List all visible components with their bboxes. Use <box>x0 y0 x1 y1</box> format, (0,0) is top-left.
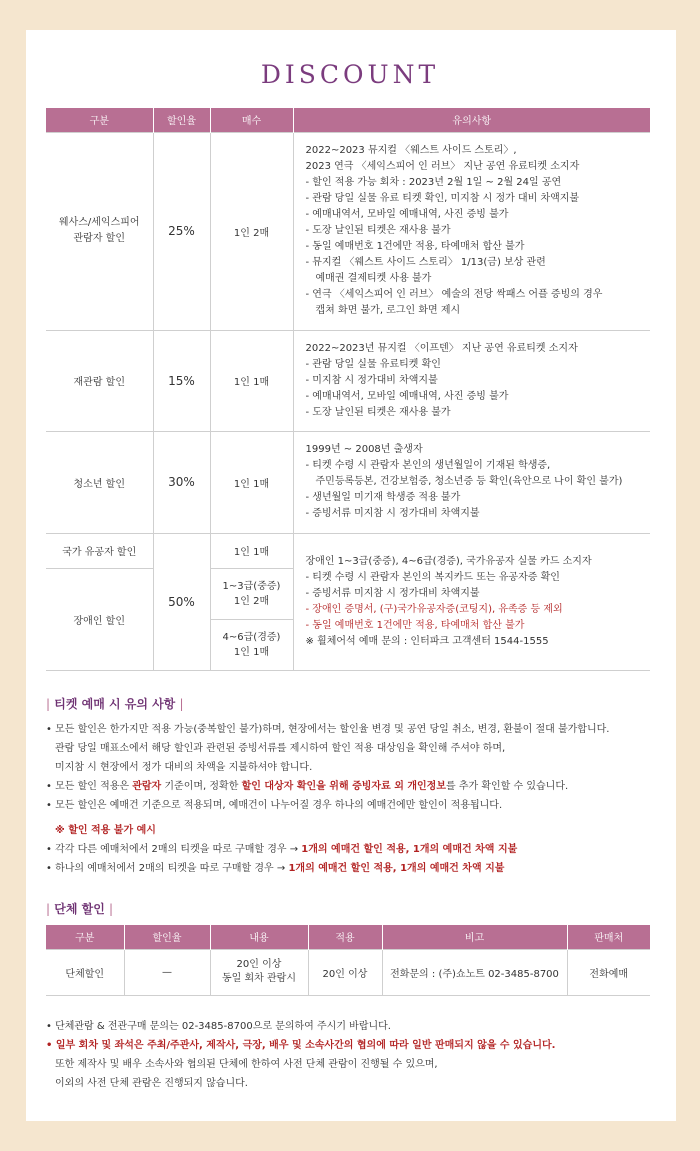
row-qty: 1인 1매 <box>210 431 293 533</box>
text: 를 추가 확인할 수 있습니다. <box>446 781 569 792</box>
row-qty: 1인 2매 <box>210 132 293 330</box>
example-title: ※ 할인 적용 불가 예시 <box>55 825 156 836</box>
note-line: - 증빙서류 미지참 시 정가대비 차액지불 <box>305 587 480 599</box>
table-row <box>46 132 650 330</box>
list-item: 관람 당일 매표소에서 해당 할인과 관련된 증빙서류를 제시하여 할인 적용 대상임을 확인해 주셔야 하며, <box>55 743 506 754</box>
header-rate: 할인율 <box>124 925 210 949</box>
header-category: 구분 <box>46 108 153 132</box>
header-remark: 비고 <box>382 925 567 949</box>
group-heading: | 단체 할인 | <box>46 902 114 916</box>
group-cell: 20인 이상 <box>308 949 382 995</box>
list-item: 미지참 시 현장에서 정가 대비의 차액을 지불하셔야 합니다. <box>55 762 313 773</box>
row-notes <box>293 132 650 330</box>
note-line: - 할인 적용 가능 회차 : 2023년 2월 1일 ~ 2월 24일 공연 <box>305 177 562 188</box>
group-heading-text: 단체 할인 <box>54 902 105 916</box>
list-item: • 모든 할인은 한가지만 적용 가능(중복할인 불가)하며, 현장에서는 할인율 변경 및 공연 당일 취소, 변경, 환불이 절대 불가합니다. <box>46 724 610 735</box>
group-notes <box>46 1017 555 1093</box>
note-line: - 동일 예매번호 1건에만 적용, 타예매처 합산 불가 <box>305 619 525 631</box>
note-line: - 증빙서류 미지참 시 정가대비 차액지불 <box>305 508 480 519</box>
note-line: 장애인 1~3급(중증), 4~6급(경증), 국가유공자 실물 카드 소지자 <box>305 555 592 567</box>
row-notes <box>293 533 650 670</box>
table-row <box>46 330 650 431</box>
header-category: 구분 <box>46 925 124 949</box>
highlight: 관람자 <box>132 781 162 792</box>
list-item: 이외의 사전 단체 관람은 진행되지 않습니다. <box>55 1078 248 1089</box>
note-line: - 미지참 시 정가대비 차액지불 <box>305 374 438 386</box>
example-list <box>46 821 517 878</box>
row-rate: 50% <box>153 533 210 670</box>
note-line: 2022~2023 뮤지컬 〈웨스트 사이드 스토리〉, <box>305 145 517 156</box>
note-line: - 장애인 증명서, (구)국가유공자증(코팅지), 유족증 등 제외 <box>305 603 563 615</box>
header-apply: 적용 <box>308 925 382 949</box>
row-category: 웨사스/세익스피어 관람자 할인 <box>46 132 153 330</box>
row-category: 국가 유공자 할인 <box>46 533 153 568</box>
group-cell: 20인 이상 동일 회차 관람시 <box>210 949 308 995</box>
note-line: 1999년 ~ 2008년 출생자 <box>305 444 423 455</box>
highlight: 1개의 예매건 할인 적용, 1개의 예매건 차액 지불 <box>288 863 505 874</box>
table-row <box>46 949 650 995</box>
row-qty: 1인 1매 <box>210 330 293 431</box>
list-item <box>46 840 517 859</box>
header-content: 내용 <box>210 925 308 949</box>
row-qty: 1~3급(중증) 1인 2매 <box>210 568 293 619</box>
highlight: 1개의 예매건 할인 적용, 1개의 예매건 차액 지불 <box>301 844 518 855</box>
list-item: • 모든 할인은 예매건 기준으로 적용되며, 예매건이 나누어질 경우 하나의 예매건에만 할인이 적용됩니다. <box>46 800 503 811</box>
note-line: - 도장 날인된 티켓은 재사용 불가 <box>305 225 451 236</box>
header-rate: 할인율 <box>153 108 210 132</box>
note-line: 2023 연극 〈세익스피어 인 러브〉 지난 공연 유료티켓 소지자 <box>305 161 580 172</box>
list-item: • 일부 회차 및 좌석은 주최/주관사, 제작사, 극장, 배우 및 소속사간의 협의에 따라 일반 판매되지 않을 수 있습니다. <box>46 1040 556 1051</box>
note-line: ※ 휠체어석 예매 문의 : 인터파크 고객센터 1544-1555 <box>305 635 549 647</box>
row-category: 청소년 할인 <box>46 431 153 533</box>
note-line: 주민등록등본, 건강보험증, 청소년증 등 확인(육안으로 나이 확인 불가) <box>315 476 623 487</box>
list-item <box>46 777 609 796</box>
note-line: 캡쳐 화면 불가, 로그인 화면 제시 <box>315 305 461 316</box>
row-rate: 30% <box>153 431 210 533</box>
group-cell: 전화문의 : (주)쇼노트 02-3485-8700 <box>382 949 567 995</box>
note-line: - 생년월일 미기재 학생증 적용 불가 <box>305 492 461 503</box>
row-qty: 4~6급(경증) 1인 1매 <box>210 619 293 670</box>
caution-heading: | 티켓 예매 시 유의 사항 | <box>46 697 184 711</box>
note-line: - 관람 당일 실물 유료티켓 확인 <box>305 358 441 370</box>
row-category: 재관람 할인 <box>46 330 153 431</box>
highlight: 할인 대상자 확인을 위해 증빙자료 외 개인정보 <box>241 781 446 792</box>
group-cell: 전화예매 <box>567 949 650 995</box>
note-line: - 연극 〈세익스피어 인 러브〉 예술의 전당 싹패스 어플 증빙의 경우 <box>305 289 603 300</box>
note-line: 2022~2023년 뮤지컬 〈이프덴〉 지난 공연 유료티켓 소지자 <box>305 342 578 354</box>
note-line: - 도장 날인된 티켓은 재사용 불가 <box>305 406 451 418</box>
text: • 모든 할인 적용은 <box>46 781 133 792</box>
list-item: • 단체관람 & 전관구매 문의는 02-3485-8700으로 문의하여 주시기 바랍니다. <box>46 1021 391 1032</box>
note-line: - 동일 예매번호 1건에만 적용, 타예매처 합산 불가 <box>305 241 525 252</box>
note-line: - 티켓 수령 시 관람자 본인의 복지카드 또는 유공자증 확인 <box>305 571 560 583</box>
list-item <box>46 859 517 878</box>
header-notes: 유의사항 <box>293 108 650 132</box>
caution-list <box>46 720 609 815</box>
header-seller: 판매처 <box>567 925 650 949</box>
note-line: - 뮤지컬 〈웨스트 사이드 스토리〉 1/13(금) 보상 관련 <box>305 257 546 268</box>
note-line: - 예매내역서, 모바일 예매내역, 사진 증빙 불가 <box>305 390 509 402</box>
table-row <box>46 533 650 568</box>
caution-heading-text: 티켓 예매 시 유의 사항 <box>54 697 176 711</box>
table-row <box>46 431 650 533</box>
text: 기준이며, 정확한 <box>161 781 242 792</box>
group-cell: — <box>124 949 210 995</box>
row-notes <box>293 431 650 533</box>
discount-table <box>46 108 650 671</box>
list-item: 또한 제작사 및 배우 소속사와 협의된 단체에 한하여 사전 단체 관람이 진행될 수 있으며, <box>55 1059 438 1070</box>
note-line: - 티켓 수령 시 관람자 본인의 생년월일이 기재된 학생증, <box>305 460 551 471</box>
row-category: 장애인 할인 <box>46 568 153 670</box>
group-table <box>46 925 650 996</box>
row-qty: 1인 1매 <box>210 533 293 568</box>
text: • 각각 다른 예매처에서 2매의 티켓을 따로 구매할 경우 → <box>46 844 302 855</box>
row-rate: 15% <box>153 330 210 431</box>
header-qty: 매수 <box>210 108 293 132</box>
page-title: DISCOUNT <box>260 60 440 89</box>
note-line: 예매권 결제티켓 사용 불가 <box>315 273 432 284</box>
note-line: - 관람 당일 실물 유료 티켓 확인, 미지참 시 정가 대비 차액지불 <box>305 193 580 204</box>
group-cell: 단체할인 <box>46 949 124 995</box>
note-line: - 예매내역서, 모바일 예매내역, 사진 증빙 불가 <box>305 209 509 220</box>
text: • 하나의 예매처에서 2매의 티켓을 따로 구매할 경우 → <box>46 863 289 874</box>
row-rate: 25% <box>153 132 210 330</box>
row-notes <box>293 330 650 431</box>
